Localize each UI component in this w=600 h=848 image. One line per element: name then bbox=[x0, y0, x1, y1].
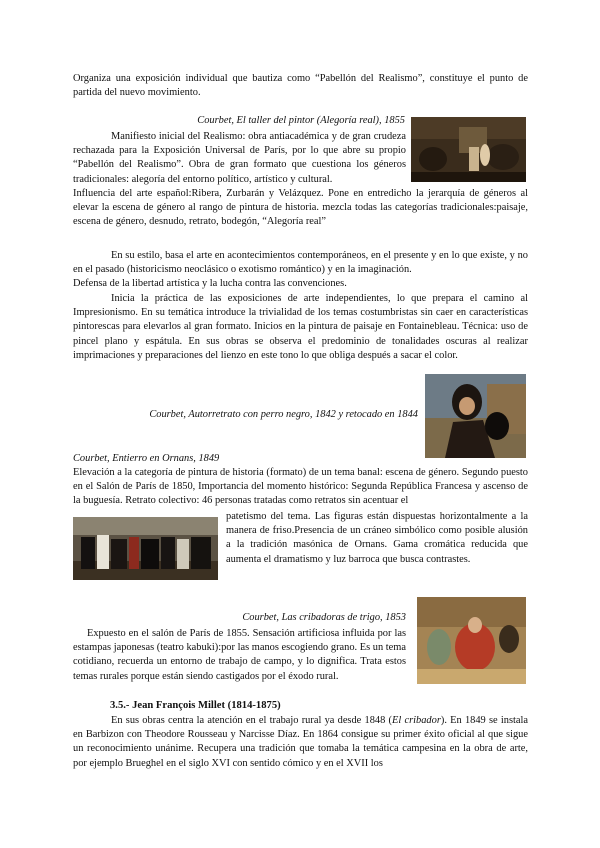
painting-taller-image bbox=[411, 117, 526, 182]
paragraph-defensa: Defensa de la libertad artística y la lucha contra las convenciones. bbox=[73, 278, 347, 289]
paragraph-taller: Manifiesto inicial del Realismo: obra antiacadémica y de gran crudeza rechazada para la Exposición Universal de París, por lo que abre su propio “Pabellón del Realismo”. Obra de gran formato que cuestiona los géneros tradicionales: alegoría del entorno político, artístico y cultural. bbox=[73, 131, 406, 185]
millet-text-part2: ). En 1849 se instala en Barbizon con Theodore Rousseau y Narcisse Díaz. En 1864 consigue su primer éxito oficial al que sigue un reconocimiento unánime. Recupera una tradición que tomaba la temática campesina en la obra de arte, por ejemplo Brueghel en el siglo XVI con sentido cómico y en el XVII los bbox=[73, 715, 528, 769]
painting-autorretrato-image bbox=[425, 374, 526, 458]
paragraph-estilo: En su estilo, basa el arte en acontecimientos contemporáneos, en el presente y en lo que existe, y no en el pasado (historicismo neoclásico o exotismo romántico) y en la imaginación. bbox=[73, 250, 528, 276]
paragraph-inicia: Inicia la práctica de las exposiciones de arte independientes, lo que prepara el camino al Impresionismo. En su temática introduce la trivialidad de los temas costumbristas sin caer en características pintorescas para elevarlos al gran formato. Inicios en la pintura de paisaje en Fontainebleau. Técnica: uso de pincel plano y espátula. En sus obras se observa el predominio de tonalidades oscuras al realizar imprimaciones y preparaciones del lienzo en este tono lo que obliga después a sacar el color. bbox=[73, 293, 528, 361]
painting-entierro-image bbox=[73, 517, 218, 580]
section-heading-millet: 3.5.- Jean François Millet (1814-1875) bbox=[110, 700, 281, 711]
millet-text-part1: En sus obras centra la atención en el trabajo rural ya desde 1848 ( bbox=[111, 715, 393, 726]
paragraph-entierro-a: Elevación a la categoría de pintura de historia (formato) de un tema banal: escena de género. Segundo puesto en el Salón de París de 1850, Importancia del momento histórico: Segunda República Francesa y ascenso de la buguesía. Retrato colectivo: 46 personas tratadas como retratos sin acentuar el bbox=[73, 467, 528, 507]
paragraph-cribadoras: Expuesto en el salón de París de 1855. Sensación artificiosa influida por las estampas japonesas (teatro kabuki):por las manos escogiendo grano. Es un tema cotidiano, recuerda un entorno de trabajo de campo, y lo dignifica. Trata estos temas rurales porque están siendo castigados por el éxodo rural. bbox=[73, 628, 406, 682]
caption-autorretrato: Courbet, Autorretrato con perro negro, 1842 y retocado en 1844 bbox=[149, 409, 418, 420]
paragraph-intro: Organiza una exposición individual que bautiza como “Pabellón del Realismo”, constituye el punto de partida del nuevo movimiento. bbox=[73, 73, 528, 99]
paragraph-millet bbox=[73, 714, 528, 771]
paragraph-entierro-b: patetismo del tema. Las figuras están dispuestas horizontalmente a la manera de friso.Presencia de un cráneo simbólico como posible alusión a la tradición masónica de Ornans. Gama cromática reducida que aumenta el dramatismo y luz barroca que busca contrastes. bbox=[226, 511, 528, 565]
caption-entierro: Courbet, Entierro en Ornans, 1849 bbox=[73, 453, 220, 464]
millet-text-italic: El cribador bbox=[392, 715, 441, 726]
paragraph-influencia: Influencia del arte español:Ribera, Zurbarán y Velázquez. Pone en entredicho la jerarquía de géneros al elevar la escena de género al rango de pintura de historia. mezcla todas las categorías tradicionales:paisaje, escena de género, desnudo, retrato, bodegón, “Alegoría real” bbox=[73, 188, 528, 228]
caption-taller: Courbet, El taller del pintor (Alegoría real), 1855 bbox=[197, 115, 405, 126]
painting-cribadoras-image bbox=[417, 597, 526, 684]
caption-cribadoras: Courbet, Las cribadoras de trigo, 1853 bbox=[242, 612, 406, 623]
